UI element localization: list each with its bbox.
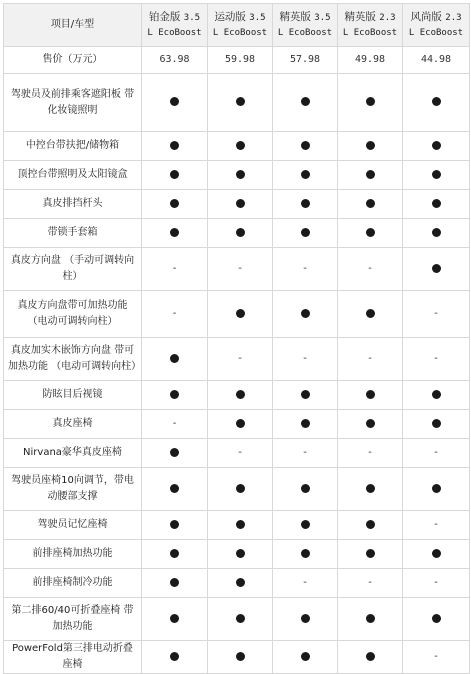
standard-dot-icon — [432, 549, 441, 558]
standard-dot-icon — [432, 264, 441, 273]
feature-cell — [403, 569, 470, 598]
standard-dot-icon — [170, 141, 179, 150]
standard-dot-icon — [301, 199, 310, 208]
standard-dot-icon — [301, 228, 310, 237]
standard-dot-icon — [170, 484, 179, 493]
standard-dot-icon — [432, 390, 441, 399]
standard-dot-icon — [301, 170, 310, 179]
feature-label: 真皮加实木嵌饰方向盘 带可加热功能 （电动可调转向柱） — [4, 338, 142, 381]
not-available-dash: - — [368, 263, 372, 274]
not-available-dash: - — [368, 577, 372, 588]
price-value: 44.98 — [403, 47, 470, 74]
model-name-line — [146, 10, 203, 26]
feature-cell — [273, 338, 338, 381]
header-corner-label: 项目/车型 — [4, 4, 142, 47]
feature-label: 前排座椅加热功能 — [4, 540, 142, 569]
feature-label: 驾驶员座椅10向调节，带电动腰部支撑 — [4, 468, 142, 511]
feature-label: 驾驶员记忆座椅 — [4, 511, 142, 540]
feature-cell — [403, 468, 470, 511]
standard-dot-icon — [236, 614, 245, 623]
feature-cell — [403, 291, 470, 338]
standard-dot-icon — [236, 170, 245, 179]
spec-table-body — [4, 4, 470, 674]
feature-cell — [273, 190, 338, 219]
feature-cell — [142, 410, 208, 439]
standard-dot-icon — [236, 228, 245, 237]
feature-cell — [403, 248, 470, 291]
standard-dot-icon — [366, 97, 375, 106]
feature-cell — [208, 598, 273, 641]
feature-cell — [403, 219, 470, 248]
not-available-dash: - — [303, 353, 307, 364]
price-value: 63.98 — [142, 47, 208, 74]
model-displacement: 2.3 — [379, 13, 396, 23]
model-header-4 — [338, 4, 403, 47]
standard-dot-icon — [236, 309, 245, 318]
feature-cell — [338, 291, 403, 338]
standard-dot-icon — [301, 484, 310, 493]
not-available-dash: - — [172, 418, 177, 429]
standard-dot-icon — [366, 549, 375, 558]
model-engine: L EcoBoost — [212, 28, 268, 38]
feature-cell — [208, 511, 273, 540]
standard-dot-icon — [236, 578, 245, 587]
not-available-dash: - — [434, 577, 438, 588]
feature-cell — [403, 381, 470, 410]
feature-cell — [403, 641, 470, 674]
not-available-dash: - — [238, 353, 242, 364]
feature-cell — [273, 598, 338, 641]
standard-dot-icon — [432, 614, 441, 623]
not-available-dash: - — [434, 519, 438, 530]
model-name: 铂金版 — [148, 11, 181, 23]
feature-label: 防眩目后视镜 — [4, 381, 142, 410]
feature-cell — [338, 569, 403, 598]
table-row — [4, 540, 470, 569]
model-header-2 — [208, 4, 273, 47]
feature-cell — [403, 598, 470, 641]
table-row — [4, 468, 470, 511]
feature-cell — [142, 569, 208, 598]
standard-dot-icon — [432, 199, 441, 208]
model-header-3 — [273, 4, 338, 47]
feature-cell — [273, 381, 338, 410]
model-engine: L EcoBoost — [147, 28, 202, 38]
feature-cell — [338, 439, 403, 468]
not-available-dash: - — [434, 651, 438, 662]
feature-cell — [338, 468, 403, 511]
table-row — [4, 161, 470, 190]
not-available-dash: - — [303, 577, 307, 588]
feature-cell — [338, 338, 403, 381]
feature-label: 带锁手套箱 — [4, 219, 142, 248]
feature-cell — [338, 410, 403, 439]
table-row — [4, 74, 470, 132]
feature-label: Nirvana豪华真皮座椅 — [4, 439, 142, 468]
feature-cell — [338, 598, 403, 641]
standard-dot-icon — [301, 549, 310, 558]
standard-dot-icon — [236, 141, 245, 150]
feature-label: 第二排60/40可折叠座椅 带加热功能 — [4, 598, 142, 641]
standard-dot-icon — [366, 141, 375, 150]
table-row — [4, 219, 470, 248]
standard-dot-icon — [432, 97, 441, 106]
feature-cell — [403, 511, 470, 540]
standard-dot-icon — [301, 97, 310, 106]
feature-cell — [208, 74, 273, 132]
standard-dot-icon — [301, 309, 310, 318]
feature-cell — [273, 219, 338, 248]
standard-dot-icon — [366, 199, 375, 208]
table-row — [4, 641, 470, 674]
standard-dot-icon — [301, 652, 310, 661]
standard-dot-icon — [432, 228, 441, 237]
feature-cell — [208, 190, 273, 219]
feature-label: PowerFold第三排电动折叠座椅 — [4, 641, 142, 674]
not-available-dash: - — [238, 263, 242, 274]
table-row — [4, 381, 470, 410]
standard-dot-icon — [301, 419, 310, 428]
table-row — [4, 291, 470, 338]
feature-cell — [142, 511, 208, 540]
feature-cell — [208, 569, 273, 598]
table-row — [4, 410, 470, 439]
feature-cell — [208, 439, 273, 468]
feature-cell — [142, 641, 208, 674]
feature-cell — [403, 190, 470, 219]
standard-dot-icon — [236, 520, 245, 529]
model-engine: L EcoBoost — [277, 28, 333, 38]
not-available-dash: - — [434, 308, 438, 319]
model-header-5 — [403, 4, 470, 47]
standard-dot-icon — [366, 520, 375, 529]
feature-cell — [142, 381, 208, 410]
feature-cell — [403, 540, 470, 569]
standard-dot-icon — [366, 228, 375, 237]
standard-dot-icon — [432, 170, 441, 179]
feature-cell — [208, 132, 273, 161]
feature-label: 前排座椅制冷功能 — [4, 569, 142, 598]
price-value: 57.98 — [273, 47, 338, 74]
standard-dot-icon — [366, 390, 375, 399]
model-displacement: 3.5 — [314, 13, 331, 23]
not-available-dash: - — [368, 353, 372, 364]
feature-cell — [403, 410, 470, 439]
feature-label: 真皮座椅 — [4, 410, 142, 439]
model-displacement: 3.5 — [183, 13, 201, 23]
feature-cell — [273, 641, 338, 674]
model-name: 运动版 — [214, 11, 246, 23]
standard-dot-icon — [236, 390, 245, 399]
feature-cell — [338, 381, 403, 410]
table-row — [4, 439, 470, 468]
table-row — [4, 132, 470, 161]
standard-dot-icon — [236, 549, 245, 558]
model-displacement: 3.5 — [249, 13, 266, 23]
feature-cell — [273, 540, 338, 569]
feature-cell — [142, 248, 208, 291]
not-available-dash: - — [172, 263, 177, 274]
feature-cell — [273, 248, 338, 291]
table-row — [4, 338, 470, 381]
feature-cell — [142, 468, 208, 511]
header-row — [4, 4, 470, 47]
feature-cell — [403, 439, 470, 468]
feature-cell — [273, 439, 338, 468]
standard-dot-icon — [170, 614, 179, 623]
feature-cell — [208, 161, 273, 190]
feature-cell — [273, 161, 338, 190]
feature-cell — [208, 410, 273, 439]
standard-dot-icon — [432, 141, 441, 150]
feature-cell — [142, 338, 208, 381]
feature-cell — [338, 190, 403, 219]
model-name: 精英版 — [344, 11, 376, 23]
feature-label: 真皮排挡杆头 — [4, 190, 142, 219]
standard-dot-icon — [236, 199, 245, 208]
feature-cell — [208, 540, 273, 569]
feature-cell — [208, 338, 273, 381]
feature-cell — [338, 248, 403, 291]
model-displacement: 2.3 — [445, 13, 462, 23]
feature-cell — [338, 511, 403, 540]
feature-label: 中控台带扶把/储物箱 — [4, 132, 142, 161]
standard-dot-icon — [432, 484, 441, 493]
standard-dot-icon — [236, 97, 245, 106]
standard-dot-icon — [366, 484, 375, 493]
model-engine: L EcoBoost — [342, 28, 398, 38]
standard-dot-icon — [301, 390, 310, 399]
not-available-dash: - — [368, 447, 372, 458]
feature-cell — [273, 410, 338, 439]
feature-cell — [338, 641, 403, 674]
price-row — [4, 47, 470, 74]
standard-dot-icon — [170, 448, 179, 457]
feature-cell — [338, 161, 403, 190]
price-value: 49.98 — [338, 47, 403, 74]
standard-dot-icon — [366, 419, 375, 428]
not-available-dash: - — [303, 263, 307, 274]
standard-dot-icon — [170, 199, 179, 208]
standard-dot-icon — [236, 652, 245, 661]
feature-cell — [273, 569, 338, 598]
feature-cell — [403, 338, 470, 381]
feature-cell — [403, 74, 470, 132]
feature-cell — [338, 74, 403, 132]
model-name-line — [342, 10, 398, 26]
feature-cell — [208, 381, 273, 410]
feature-cell — [208, 641, 273, 674]
feature-cell — [273, 468, 338, 511]
not-available-dash: - — [434, 447, 438, 458]
feature-label: 顶控台带照明及太阳镜盒 — [4, 161, 142, 190]
model-name: 精英版 — [279, 11, 311, 23]
feature-cell — [273, 132, 338, 161]
table-row — [4, 511, 470, 540]
not-available-dash: - — [434, 353, 438, 364]
table-row — [4, 190, 470, 219]
feature-cell — [273, 291, 338, 338]
feature-cell — [142, 190, 208, 219]
not-available-dash: - — [172, 308, 177, 319]
model-name-line — [277, 10, 333, 26]
feature-cell — [142, 161, 208, 190]
feature-cell — [338, 219, 403, 248]
standard-dot-icon — [170, 549, 179, 558]
table-row — [4, 569, 470, 598]
feature-cell — [142, 219, 208, 248]
spec-table — [3, 3, 470, 674]
standard-dot-icon — [170, 170, 179, 179]
feature-label: 驾驶员及前排乘客遮阳板 带化妆镜照明 — [4, 74, 142, 132]
standard-dot-icon — [236, 419, 245, 428]
standard-dot-icon — [170, 228, 179, 237]
standard-dot-icon — [170, 354, 179, 363]
standard-dot-icon — [170, 520, 179, 529]
model-name: 风尚版 — [410, 11, 442, 23]
standard-dot-icon — [366, 652, 375, 661]
standard-dot-icon — [366, 309, 375, 318]
price-value: 59.98 — [208, 47, 273, 74]
standard-dot-icon — [170, 97, 179, 106]
standard-dot-icon — [170, 578, 179, 587]
feature-cell — [338, 540, 403, 569]
not-available-dash: - — [303, 447, 307, 458]
model-name-line — [407, 10, 465, 26]
model-header-1 — [142, 4, 208, 47]
feature-label: 真皮方向盘带可加热功能 （电动可调转向柱） — [4, 291, 142, 338]
feature-cell — [208, 468, 273, 511]
standard-dot-icon — [366, 614, 375, 623]
standard-dot-icon — [301, 520, 310, 529]
feature-cell — [142, 540, 208, 569]
standard-dot-icon — [301, 141, 310, 150]
standard-dot-icon — [432, 419, 441, 428]
feature-cell — [208, 248, 273, 291]
table-row — [4, 248, 470, 291]
feature-cell — [338, 132, 403, 161]
feature-cell — [142, 74, 208, 132]
feature-cell — [142, 132, 208, 161]
model-engine: L EcoBoost — [408, 28, 464, 38]
feature-label: 真皮方向盘 （手动可调转向柱） — [4, 248, 142, 291]
feature-cell — [208, 219, 273, 248]
feature-cell — [403, 132, 470, 161]
feature-cell — [403, 161, 470, 190]
table-row — [4, 598, 470, 641]
model-name-line — [212, 10, 268, 26]
standard-dot-icon — [236, 484, 245, 493]
feature-cell — [142, 291, 208, 338]
price-label: 售价（万元） — [4, 47, 142, 74]
feature-cell — [273, 511, 338, 540]
feature-cell — [273, 74, 338, 132]
feature-cell — [142, 439, 208, 468]
not-available-dash: - — [238, 447, 242, 458]
standard-dot-icon — [170, 652, 179, 661]
feature-cell — [208, 291, 273, 338]
feature-cell — [142, 598, 208, 641]
standard-dot-icon — [366, 170, 375, 179]
standard-dot-icon — [170, 390, 179, 399]
standard-dot-icon — [301, 614, 310, 623]
